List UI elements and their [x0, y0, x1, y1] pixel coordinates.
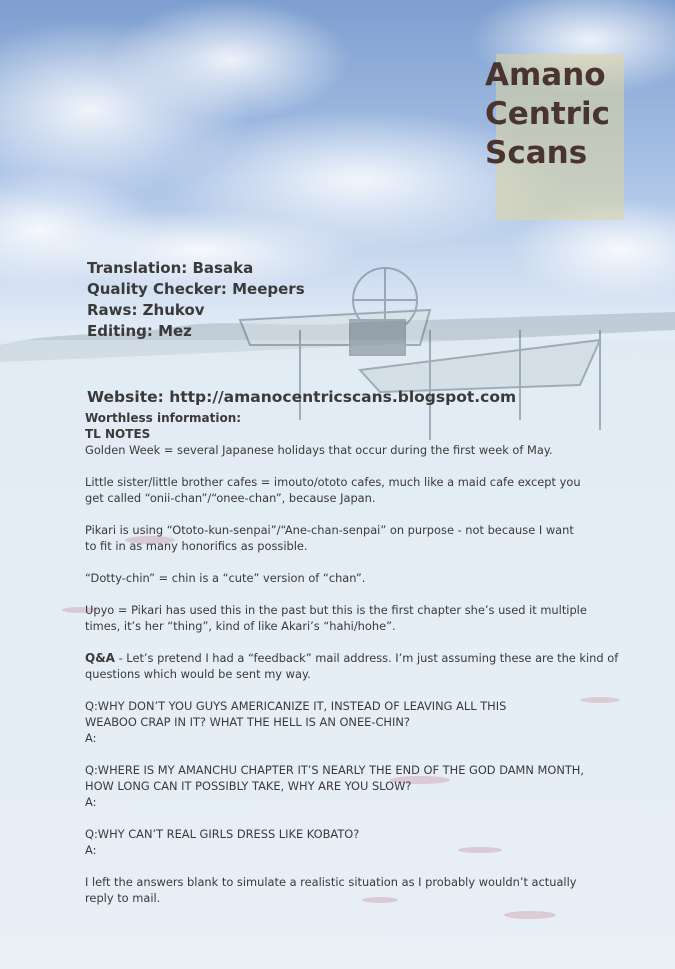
- answer-1: A:: [85, 731, 97, 745]
- group-logo: [485, 56, 665, 173]
- logo-line-3: Scans: [485, 135, 588, 171]
- credit-editing: Editing: Mez: [87, 322, 192, 340]
- logo-line-1: Amano: [485, 57, 606, 93]
- logo-line-2: Centric: [485, 96, 610, 132]
- answer-3: A:: [85, 843, 97, 857]
- tl-notes-heading: TL NOTES: [85, 427, 151, 441]
- worthless-heading: Worthless information:: [85, 411, 242, 425]
- closing-line-2: reply to mail.: [85, 891, 161, 905]
- note-cafes-line-1: Little sister/little brother cafes = imouto/ototo cafes, much like a maid cafe except you: [85, 475, 581, 489]
- note-pikari-line-1: Pikari is using “Ototo-kun-senpai”/“Ane-chan-senpai” on purpose - not because I want: [85, 523, 574, 537]
- question-2-line-2: HOW LONG CAN IT POSSIBLY TAKE, WHY ARE YOU SLOW?: [85, 779, 412, 793]
- credit-translation: Translation: Basaka: [87, 259, 254, 277]
- credit-quality-checker: Quality Checker: Meepers: [87, 280, 305, 298]
- question-1-line-1: Q:WHY DON’T YOU GUYS AMERICANIZE IT, INSTEAD OF LEAVING ALL THIS: [85, 699, 507, 713]
- note-cafes-line-2: get called “onii-chan”/“onee-chan”, because Japan.: [85, 491, 376, 505]
- question-2-line-1: Q:WHERE IS MY AMANCHU CHAPTER IT’S NEARLY THE END OF THE GOD DAMN MONTH,: [85, 763, 584, 777]
- note-dotty: “Dotty-chin” = chin is a “cute” version of “chan”.: [85, 571, 366, 585]
- note-pikari-line-2: to fit in as many honorifics as possible.: [85, 539, 308, 553]
- notes-block: [85, 410, 660, 906]
- note-golden-week: Golden Week = several Japanese holidays that occur during the first week of May.: [85, 443, 553, 457]
- closing-line-1: I left the answers blank to simulate a realistic situation as I probably wouldn’t actually: [85, 875, 577, 889]
- note-upyo-line-1: Upyo = Pikari has used this in the past but this is the first chapter she’s used it multiple: [85, 603, 587, 617]
- qa-intro-line-1: [85, 650, 660, 666]
- question-1-line-2: WEABOO CRAP IN IT? WHAT THE HELL IS AN ONEE-CHIN?: [85, 715, 410, 729]
- answer-2: A:: [85, 795, 97, 809]
- qa-intro-line-2: questions which would be sent my way.: [85, 667, 311, 681]
- question-3: Q:WHY CAN’T REAL GIRLS DRESS LIKE KOBATO?: [85, 827, 360, 841]
- qa-intro-text: - Let’s pretend I had a “feedback” mail address. I’m just assuming these are the kind of: [114, 651, 619, 665]
- note-upyo-line-2: times, it’s her “thing”, kind of like Akari’s “hahi/hohe”.: [85, 619, 396, 633]
- qa-label: Q&A: [85, 651, 115, 665]
- website-link[interactable]: Website: http://amanocentricscans.blogspot.com: [87, 388, 517, 406]
- credit-raws: Raws: Zhukov: [87, 301, 205, 319]
- credits-block: [87, 258, 305, 342]
